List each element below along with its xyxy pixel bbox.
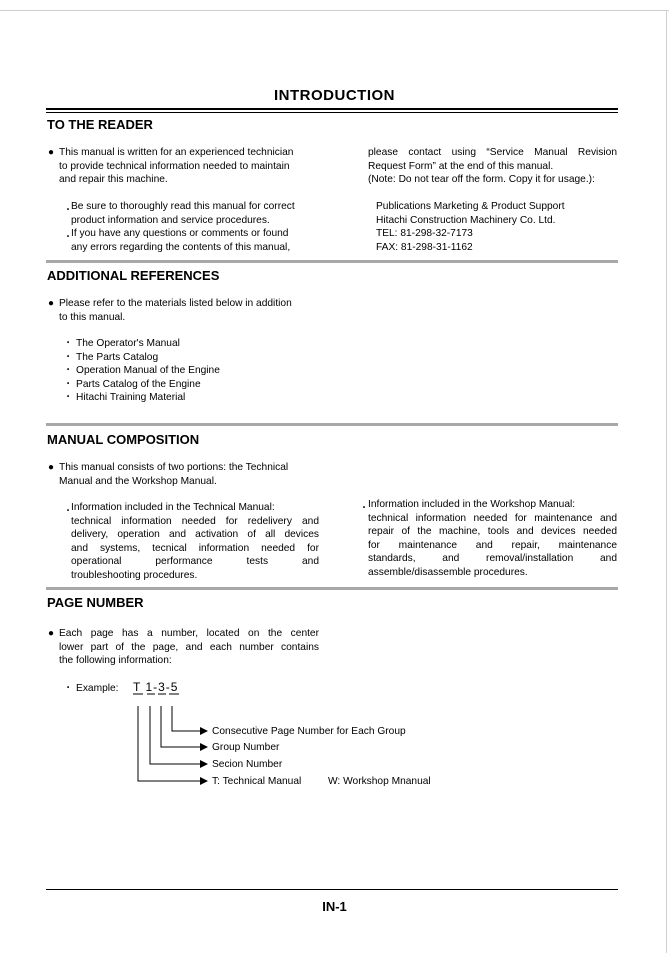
callout-consecutive: Consecutive Page Number for Each Group (212, 726, 406, 737)
callout-workshop: W: Workshop Mnanual (328, 776, 431, 787)
bullet-dot: ● (48, 298, 55, 309)
list-item: ・ Parts Catalog of the Engine (63, 378, 201, 390)
page-number-paragraph: Each page has a number, located on the center lower part of the page, and each number contains the following information: (59, 628, 319, 666)
callout-section: Secion Number (212, 759, 283, 770)
section-heading-to-the-reader: TO THE READER (47, 117, 153, 132)
footer-rule (46, 889, 618, 890)
section-heading-manual-composition: MANUAL COMPOSITION (47, 432, 200, 447)
technical-manual-description: Information included in the Technical Manual: technical information needed for redelivery and delivery, operation and activation of all devices and systems, tecnical information needed for operational performance tests and troubleshooting procedures. (71, 502, 319, 581)
page-number: IN-1 (322, 899, 347, 914)
list-item: ・ The Parts Catalog (63, 351, 159, 363)
reader-sub-item-2: If you have any questions or comments or found any errors regarding the contents of this manual, (71, 228, 291, 253)
bullet-dot: ● (48, 462, 55, 473)
page-title: INTRODUCTION (274, 87, 395, 104)
sub-bullet-dot: ・ (63, 205, 73, 216)
reader-sub-item-1: Be sure to thoroughly read this manual for correct product information and service procedures. (71, 201, 295, 226)
bullet-dot: ● (48, 628, 55, 639)
sub-bullet-dot: ・ (359, 503, 369, 514)
references-paragraph: Please refer to the materials listed below in addition to this manual. (59, 298, 292, 323)
sub-bullet-dot: ・ (63, 506, 73, 517)
reader-paragraph: This manual is written for an experienced technician to provide technical information needed to maintain and repair this machine. (59, 147, 294, 185)
composition-paragraph: This manual consists of two portions: the Technical Manual and the Workshop Manual. (59, 462, 289, 487)
leader-consecutive (172, 706, 207, 731)
list-item: ・ The Operator's Manual (63, 338, 180, 349)
leader-group (161, 706, 207, 747)
leader-section (150, 706, 207, 764)
callout-group: Group Number (212, 742, 280, 753)
example-code: T 1-3-5 (133, 680, 179, 694)
callout-technical: T: Technical Manual (212, 776, 302, 787)
reader-right-column: please contact using “Service Manual Revision Request Form” at the end of this manual. (Note: Do not tear off the form. Copy it for usage.): (368, 147, 617, 185)
contact-block: Publications Marketing & Product Support Hitachi Construction Machinery Co. Ltd. TEL: 81-298-32-7173 FAX: 81-298-31-1162 (376, 201, 565, 253)
section-heading-additional-references: ADDITIONAL REFERENCES (47, 268, 220, 283)
section-heading-page-number: PAGE NUMBER (47, 595, 144, 610)
example-label: ・ Example: (63, 683, 119, 694)
sub-bullet-dot: ・ (63, 232, 73, 243)
list-item: ・ Hitachi Training Material (63, 392, 186, 403)
bullet-dot: ● (48, 147, 55, 158)
workshop-manual-description: Information included in the Workshop Manual: technical information needed for maintenance and repair of the machine, tools and devices needed for maintenance and repair, maintenance standards, and removal/installation and assemble/disassemble procedures. (368, 499, 617, 578)
list-item: ・ Operation Manual of the Engine (63, 365, 220, 376)
